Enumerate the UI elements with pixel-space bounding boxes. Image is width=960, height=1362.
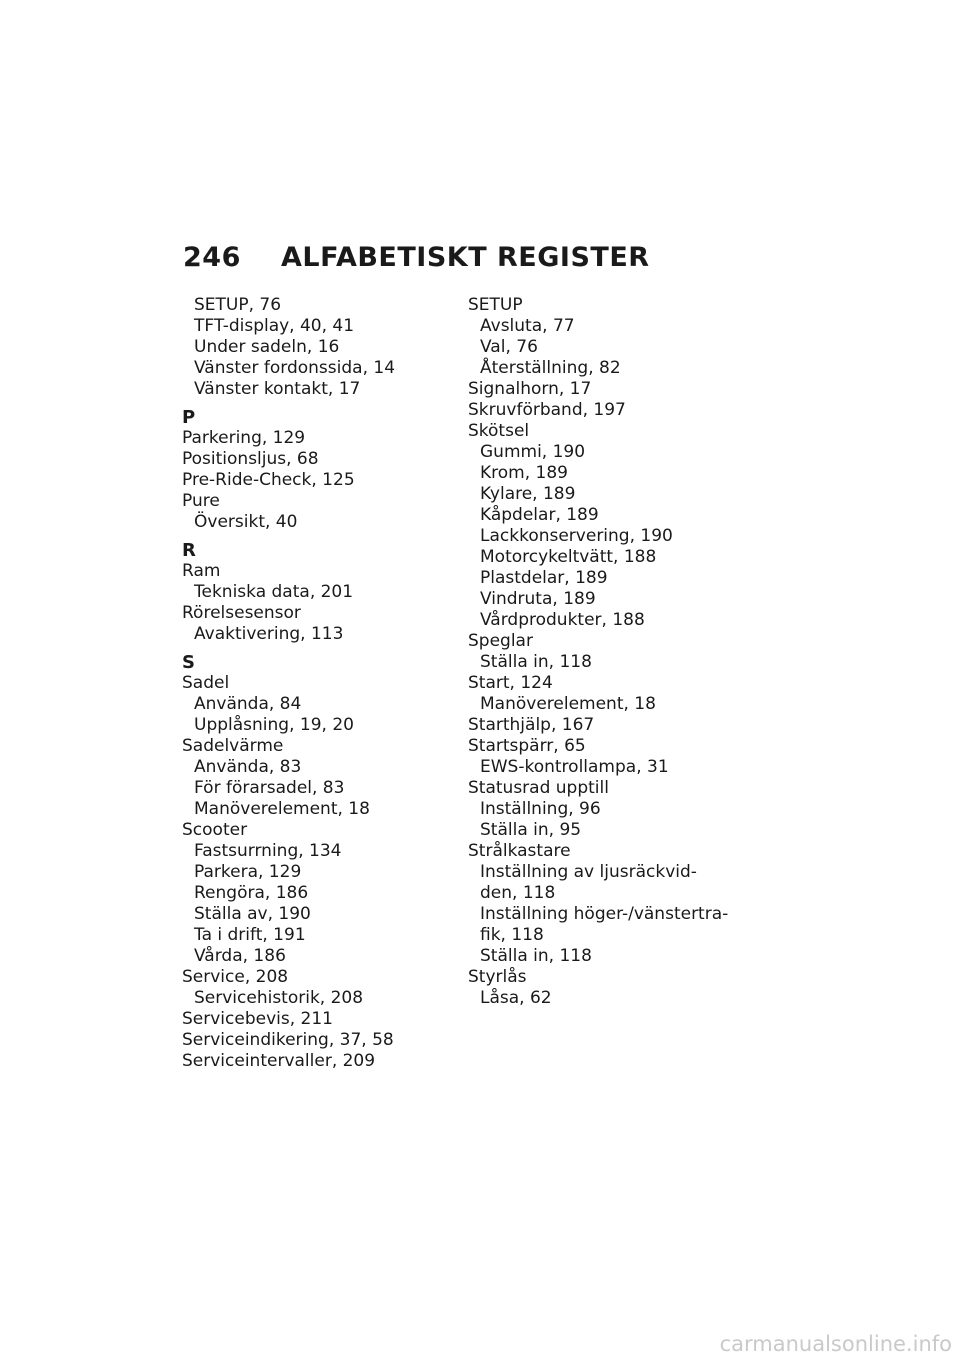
index-subentry: Krom, 189 (480, 463, 568, 483)
index-subentry: Avsluta, 77 (480, 316, 575, 336)
index-entry: Styrlås (468, 967, 527, 987)
index-subentry: Fastsurrning, 134 (194, 841, 342, 861)
index-subentry: Manöverelement, 18 (480, 694, 656, 714)
index-entry: Start, 124 (468, 673, 553, 693)
page-title: ALFABETISKT REGISTER (281, 242, 650, 273)
index-subentry: Använda, 84 (194, 694, 302, 714)
index-subentry: TFT-display, 40, 41 (194, 316, 355, 336)
index-entry: Signalhorn, 17 (468, 379, 592, 399)
index-subentry: Ställa in, 95 (480, 820, 582, 840)
index-entry: Parkering, 129 (182, 428, 306, 448)
index-subentry: Rengöra, 186 (194, 883, 309, 903)
index-subentry: Ställa av, 190 (194, 904, 311, 924)
index-subentry: den, 118 (480, 883, 556, 903)
watermark-text: carmanualsonline.info (719, 1332, 952, 1356)
index-subentry: Inställning av ljusräckvid- (480, 862, 697, 882)
index-subentry: Inställning höger-/vänstertra- (480, 904, 729, 924)
index-entry: Speglar (468, 631, 533, 651)
index-column-right (468, 295, 738, 1009)
index-entry: Skötsel (468, 421, 530, 441)
index-subentry: Ställa in, 118 (480, 652, 592, 672)
index-entry: Servicebevis, 211 (182, 1009, 333, 1029)
index-letter-heading: S (182, 652, 195, 673)
index-subentry: För förarsadel, 83 (194, 778, 345, 798)
index-subentry: Vänster kontakt, 17 (194, 379, 361, 399)
index-subentry: Upplåsning, 19, 20 (194, 715, 354, 735)
index-entry: Ram (182, 561, 221, 581)
index-subentry: Parkera, 129 (194, 862, 302, 882)
index-subentry: SETUP, 76 (194, 295, 282, 315)
index-subentry: Låsa, 62 (480, 988, 552, 1008)
index-subentry: Vårda, 186 (194, 946, 286, 966)
index-subentry: Avaktivering, 113 (194, 624, 344, 644)
index-entry: Statusrad upptill (468, 778, 609, 798)
index-subentry: Använda, 83 (194, 757, 302, 777)
index-entry: Sadelvärme (182, 736, 284, 756)
index-subentry: Lackkonservering, 190 (480, 526, 673, 546)
index-subentry: Manöverelement, 18 (194, 799, 370, 819)
index-subentry: Plastdelar, 189 (480, 568, 608, 588)
index-column-left (182, 295, 452, 1072)
index-entry: Pure (182, 491, 220, 511)
index-entry: SETUP (468, 295, 523, 315)
index-letter-heading: R (182, 540, 196, 561)
index-entry: Skruvförband, 197 (468, 400, 626, 420)
index-entry: Service, 208 (182, 967, 289, 987)
index-subentry: Ställa in, 118 (480, 946, 592, 966)
index-entry: Serviceintervaller, 209 (182, 1051, 376, 1071)
index-subentry: Vårdprodukter, 188 (480, 610, 645, 630)
index-subentry: Gummi, 190 (480, 442, 586, 462)
index-subentry: Vindruta, 189 (480, 589, 596, 609)
index-entry: Pre-Ride-Check, 125 (182, 470, 355, 490)
index-entry: Startspärr, 65 (468, 736, 586, 756)
index-subentry: Under sadeln, 16 (194, 337, 340, 357)
index-entry: Scooter (182, 820, 248, 840)
index-subentry: Ta i drift, 191 (194, 925, 306, 945)
page-number: 246 (183, 242, 241, 273)
index-subentry: Kåpdelar, 189 (480, 505, 599, 525)
index-entry: Serviceindikering, 37, 58 (182, 1030, 394, 1050)
index-subentry: Översikt, 40 (194, 512, 298, 532)
index-entry: Starthjälp, 167 (468, 715, 595, 735)
page-header (183, 242, 650, 273)
index-subentry: Val, 76 (480, 337, 538, 357)
index-subentry: Servicehistorik, 208 (194, 988, 364, 1008)
index-letter-heading: P (182, 407, 196, 428)
index-entry: Positionsljus, 68 (182, 449, 319, 469)
index-entry: Rörelsesensor (182, 603, 301, 623)
index-subentry: Motorcykeltvätt, 188 (480, 547, 657, 567)
index-subentry: Tekniska data, 201 (194, 582, 354, 602)
index-subentry: fik, 118 (480, 925, 544, 945)
index-entry: Sadel (182, 673, 230, 693)
index-subentry: Kylare, 189 (480, 484, 576, 504)
index-subentry: EWS-kontrollampa, 31 (480, 757, 669, 777)
index-entry: Strålkastare (468, 841, 571, 861)
index-subentry: Återställning, 82 (480, 358, 621, 378)
index-subentry: Inställning, 96 (480, 799, 601, 819)
index-subentry: Vänster fordonssida, 14 (194, 358, 396, 378)
